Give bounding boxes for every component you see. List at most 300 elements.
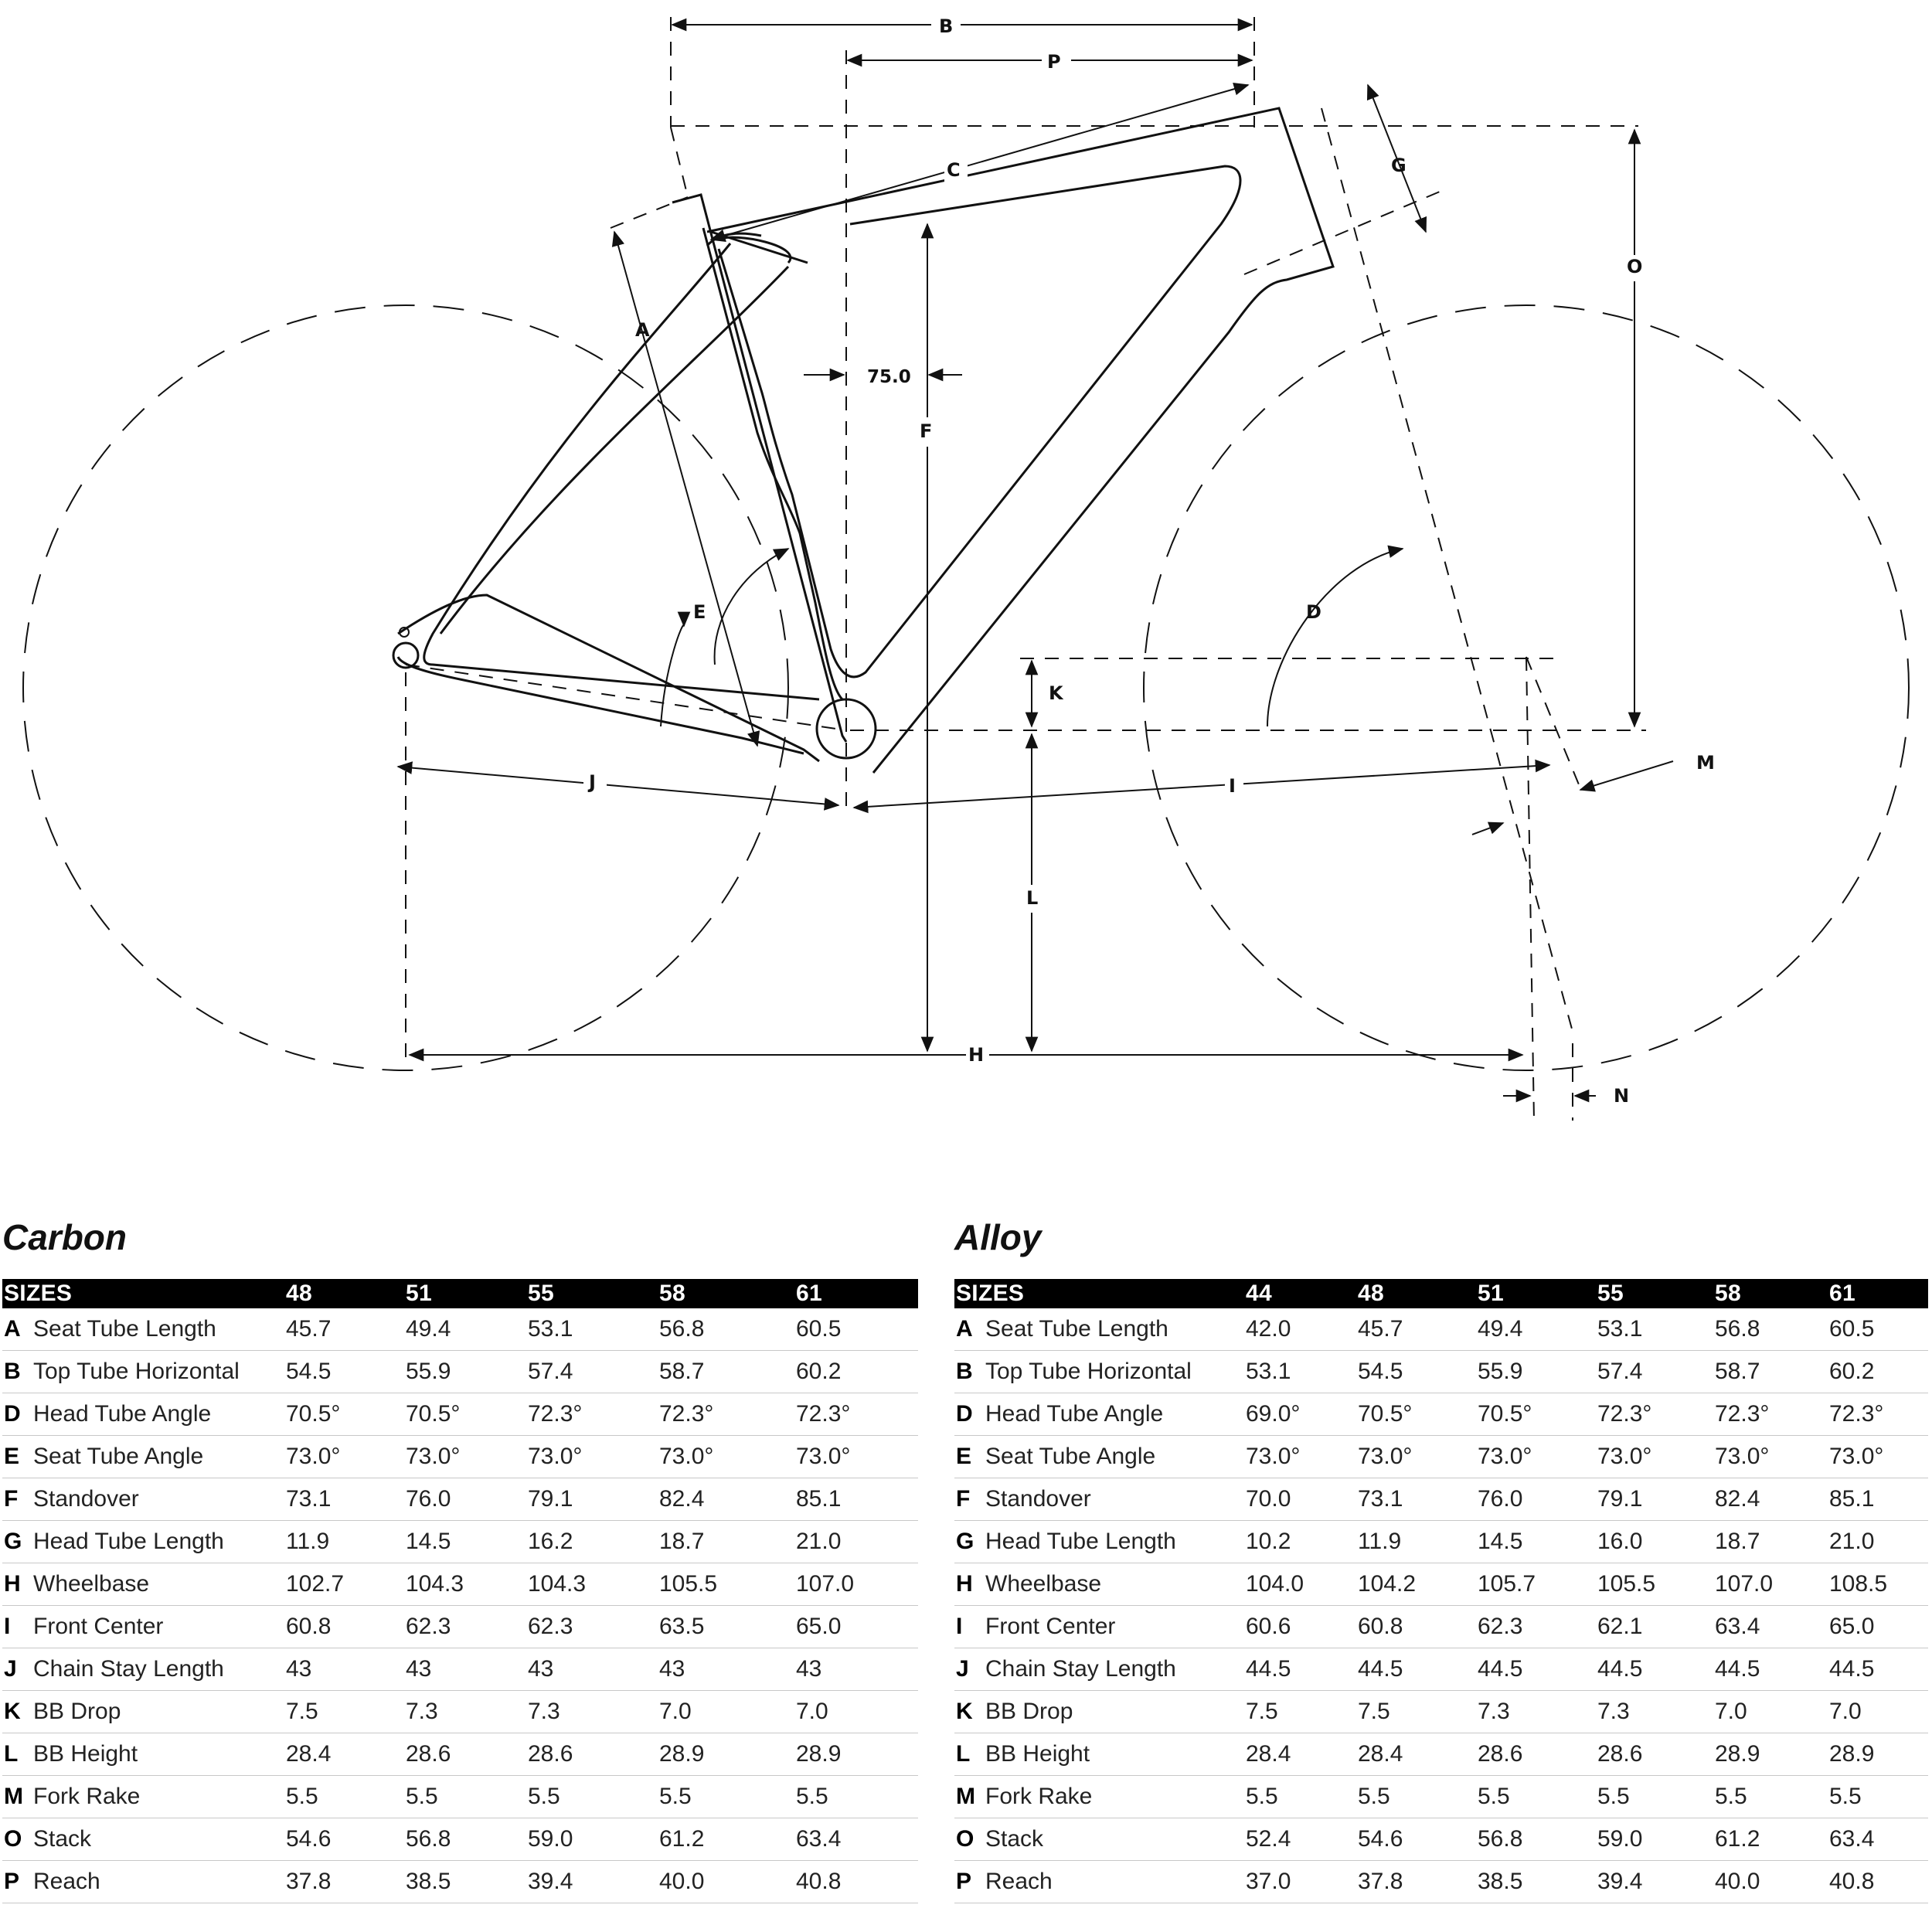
dimension-value: 104.3: [526, 1563, 658, 1606]
dimension-label-cell: [954, 1733, 1244, 1776]
header-size: 51: [1476, 1279, 1596, 1308]
dimension-arrows: [398, 25, 1673, 1096]
dimension-value: 54.5: [1356, 1351, 1476, 1393]
dimension-value: 5.5: [284, 1776, 404, 1818]
dimension-code: L: [4, 1741, 19, 1767]
dimension-value: 73.1: [284, 1478, 404, 1521]
dimension-name: Head Tube Length: [33, 1529, 224, 1554]
header-sizes: SIZES: [954, 1279, 1244, 1308]
dimension-name: Wheelbase: [985, 1571, 1102, 1597]
dimension-value: 53.1: [526, 1308, 658, 1351]
table-row: [954, 1818, 1928, 1861]
dimension-label-cell: [2, 1393, 284, 1436]
carbon-title: Carbon: [2, 1217, 127, 1257]
dimension-value: 63.5: [658, 1606, 794, 1648]
dimension-value: 28.9: [794, 1733, 918, 1776]
dimension-label-cell: [2, 1606, 284, 1648]
dimension-value: 73.0°: [404, 1436, 526, 1478]
dimension-value: 105.5: [658, 1563, 794, 1606]
dimension-value: 79.1: [1596, 1478, 1713, 1521]
label-G: G: [1391, 155, 1406, 176]
dimension-value: 7.5: [1244, 1691, 1356, 1733]
label-N: N: [1614, 1085, 1630, 1107]
dimension-value: 7.3: [404, 1691, 526, 1733]
dimension-label-cell: [2, 1351, 284, 1393]
dimension-code: I: [956, 1614, 963, 1639]
dimension-value: 7.5: [284, 1691, 404, 1733]
table-row: [2, 1351, 918, 1393]
dimension-code: H: [956, 1571, 973, 1597]
header-size: 55: [526, 1279, 658, 1308]
label-A: A: [635, 319, 650, 341]
dimension-value: 60.6: [1244, 1606, 1356, 1648]
dimension-name: Head Tube Length: [985, 1529, 1176, 1554]
dimension-value: 108.5: [1828, 1563, 1928, 1606]
dimension-name: Reach: [33, 1869, 100, 1894]
dimension-value: 43: [526, 1648, 658, 1691]
table-row: [2, 1691, 918, 1733]
table-header-row: [954, 1279, 1928, 1308]
dimension-value: 52.4: [1244, 1818, 1356, 1861]
bike-frame: [398, 108, 1333, 773]
dimension-value: 104.0: [1244, 1563, 1356, 1606]
dimension-value: 60.2: [1828, 1351, 1928, 1393]
table-row: [2, 1436, 918, 1478]
dimension-code: B: [4, 1359, 21, 1384]
dimension-name: BB Drop: [33, 1699, 121, 1724]
dimension-value: 107.0: [1713, 1563, 1828, 1606]
dimension-value: 58.7: [1713, 1351, 1828, 1393]
dimension-value: 40.8: [794, 1861, 918, 1903]
dimension-label-cell: [2, 1691, 284, 1733]
dimension-value: 5.5: [1476, 1776, 1596, 1818]
seat-angle-callout: 75.0: [867, 367, 911, 387]
dimension-value: 10.2: [1244, 1521, 1356, 1563]
dimension-value: 44.5: [1476, 1648, 1596, 1691]
dimension-label-cell: [954, 1818, 1244, 1861]
dimension-value: 40.8: [1828, 1861, 1928, 1903]
dimension-code: O: [4, 1826, 22, 1852]
dimension-value: 73.1: [1356, 1478, 1476, 1521]
dimension-name: Chain Stay Length: [985, 1656, 1176, 1682]
dimension-value: 18.7: [658, 1521, 794, 1563]
header-size: 61: [1828, 1279, 1928, 1308]
dimension-value: 21.0: [794, 1521, 918, 1563]
label-K: K: [1049, 682, 1063, 704]
table-row: [2, 1478, 918, 1521]
dimension-code: M: [4, 1784, 23, 1809]
label-J: J: [589, 771, 596, 793]
dimension-value: 79.1: [526, 1478, 658, 1521]
dimension-value: 73.0°: [794, 1436, 918, 1478]
dimension-value: 105.7: [1476, 1563, 1596, 1606]
header-size: 58: [658, 1279, 794, 1308]
dimension-value: 55.9: [404, 1351, 526, 1393]
dimension-value: 54.6: [284, 1818, 404, 1861]
dimension-code: B: [956, 1359, 973, 1384]
dimension-name: Standover: [985, 1486, 1091, 1512]
dimension-value: 5.5: [1713, 1776, 1828, 1818]
dimension-value: 65.0: [794, 1606, 918, 1648]
dimension-value: 57.4: [526, 1351, 658, 1393]
dimension-value: 14.5: [404, 1521, 526, 1563]
table-row: [954, 1393, 1928, 1436]
dimension-value: 44.5: [1713, 1648, 1828, 1691]
dimension-value: 28.9: [1828, 1733, 1928, 1776]
table-row: [954, 1563, 1928, 1606]
dimension-value: 5.5: [1596, 1776, 1713, 1818]
dimension-name: Reach: [985, 1869, 1053, 1894]
table-row: [954, 1478, 1928, 1521]
table-row: [2, 1648, 918, 1691]
header-size: 51: [404, 1279, 526, 1308]
dimension-value: 44.5: [1828, 1648, 1928, 1691]
dimension-value: 70.0: [1244, 1478, 1356, 1521]
dimension-value: 28.4: [1244, 1733, 1356, 1776]
dimension-value: 60.5: [1828, 1308, 1928, 1351]
dimension-value: 56.8: [1713, 1308, 1828, 1351]
dimension-value: 62.3: [404, 1606, 526, 1648]
header-size: 55: [1596, 1279, 1713, 1308]
dimension-code: G: [956, 1529, 975, 1554]
dimension-value: 7.0: [1828, 1691, 1928, 1733]
dimension-value: 7.3: [1476, 1691, 1596, 1733]
dimension-name: Fork Rake: [985, 1784, 1093, 1809]
dimension-value: 44.5: [1244, 1648, 1356, 1691]
dimension-value: 11.9: [1356, 1521, 1476, 1563]
dimension-value: 73.0°: [1828, 1436, 1928, 1478]
dimension-name: Head Tube Angle: [33, 1401, 212, 1427]
dimension-label-cell: [954, 1478, 1244, 1521]
dimension-value: 76.0: [1476, 1478, 1596, 1521]
label-E: E: [693, 601, 706, 623]
dimension-value: 70.5°: [404, 1393, 526, 1436]
dimension-value: 28.9: [1713, 1733, 1828, 1776]
dimension-value: 61.2: [658, 1818, 794, 1861]
dimension-code: I: [4, 1614, 11, 1639]
dimension-value: 73.0°: [284, 1436, 404, 1478]
dimension-code: J: [4, 1656, 17, 1682]
table-row: [2, 1818, 918, 1861]
label-L: L: [1026, 887, 1039, 909]
dimension-code: E: [4, 1444, 20, 1469]
dimension-value: 59.0: [1596, 1818, 1713, 1861]
dimension-value: 63.4: [1828, 1818, 1928, 1861]
dimension-value: 43: [658, 1648, 794, 1691]
dimension-label-cell: [2, 1563, 284, 1606]
dimension-value: 72.3°: [1596, 1393, 1713, 1436]
dimension-name: Seat Tube Angle: [985, 1444, 1156, 1469]
table-row: [2, 1776, 918, 1818]
dimension-value: 82.4: [658, 1478, 794, 1521]
dimension-value: 70.5°: [284, 1393, 404, 1436]
dimension-label-cell: [954, 1436, 1244, 1478]
dimension-value: 45.7: [1356, 1308, 1476, 1351]
dimension-label-cell: [2, 1521, 284, 1563]
dimension-name: Front Center: [33, 1614, 164, 1639]
dimension-value: 7.0: [794, 1691, 918, 1733]
dimension-name: Standover: [33, 1486, 139, 1512]
dimension-value: 5.5: [794, 1776, 918, 1818]
dimension-value: 72.3°: [1713, 1393, 1828, 1436]
alloy-geometry-table: [954, 1279, 1928, 1903]
label-C: C: [947, 159, 961, 181]
dimension-label-cell: [954, 1393, 1244, 1436]
dimension-value: 53.1: [1244, 1351, 1356, 1393]
dimension-value: 60.2: [794, 1351, 918, 1393]
dimension-value: 58.7: [658, 1351, 794, 1393]
dimension-value: 56.8: [404, 1818, 526, 1861]
dimension-label-cell: [954, 1691, 1244, 1733]
table-row: [954, 1606, 1928, 1648]
dimension-label-cell: [2, 1733, 284, 1776]
dimension-value: 37.8: [1356, 1861, 1476, 1903]
dimension-value: 73.0°: [658, 1436, 794, 1478]
label-M: M: [1696, 752, 1715, 774]
dimension-value: 7.3: [526, 1691, 658, 1733]
dimension-value: 28.4: [1356, 1733, 1476, 1776]
label-P: P: [1047, 51, 1061, 73]
dimension-value: 43: [794, 1648, 918, 1691]
dimension-name: Seat Tube Length: [33, 1316, 216, 1342]
dimension-code: O: [956, 1826, 975, 1852]
header-sizes: SIZES: [2, 1279, 284, 1308]
dimension-value: 60.5: [794, 1308, 918, 1351]
label-O: O: [1627, 256, 1643, 277]
dimension-value: 55.9: [1476, 1351, 1596, 1393]
dimension-label-cell: [954, 1776, 1244, 1818]
dimension-value: 37.8: [284, 1861, 404, 1903]
dimension-value: 43: [404, 1648, 526, 1691]
dimension-value: 61.2: [1713, 1818, 1828, 1861]
table-row: [954, 1733, 1928, 1776]
dimension-code: K: [956, 1699, 973, 1724]
table-row: [2, 1563, 918, 1606]
dimension-name: BB Height: [33, 1741, 138, 1767]
table-row: [954, 1351, 1928, 1393]
dimension-value: 28.9: [658, 1733, 794, 1776]
dimension-value: 56.8: [1476, 1818, 1596, 1861]
dimension-label-cell: [2, 1478, 284, 1521]
dimension-value: 28.4: [284, 1733, 404, 1776]
dimension-code: M: [956, 1784, 975, 1809]
dimension-value: 76.0: [404, 1478, 526, 1521]
dimension-value: 38.5: [1476, 1861, 1596, 1903]
label-B: B: [939, 15, 954, 37]
table-header-row: [2, 1279, 918, 1308]
dimension-label-cell: [954, 1606, 1244, 1648]
dimension-label-cell: [954, 1308, 1244, 1351]
carbon-geometry-table: [2, 1279, 918, 1903]
dimension-value: 104.2: [1356, 1563, 1476, 1606]
dimension-value: 16.2: [526, 1521, 658, 1563]
dimension-label-cell: [2, 1776, 284, 1818]
dimension-code: A: [4, 1316, 21, 1342]
dimension-value: 59.0: [526, 1818, 658, 1861]
dimension-value: 28.6: [1596, 1733, 1713, 1776]
header-size: 48: [1356, 1279, 1476, 1308]
dimension-code: D: [956, 1401, 973, 1427]
dimension-value: 102.7: [284, 1563, 404, 1606]
dimension-name: Seat Tube Length: [985, 1316, 1168, 1342]
dimension-name: Fork Rake: [33, 1784, 141, 1809]
dimension-value: 57.4: [1596, 1351, 1713, 1393]
header-size: 44: [1244, 1279, 1356, 1308]
dimension-value: 53.1: [1596, 1308, 1713, 1351]
dimension-value: 5.5: [526, 1776, 658, 1818]
dimension-value: 72.3°: [658, 1393, 794, 1436]
table-row: [954, 1861, 1928, 1903]
dimension-value: 5.5: [1828, 1776, 1928, 1818]
dimension-value: 14.5: [1476, 1521, 1596, 1563]
dimension-value: 16.0: [1596, 1521, 1713, 1563]
dimension-name: Wheelbase: [33, 1571, 150, 1597]
dimension-value: 73.0°: [1476, 1436, 1596, 1478]
dimension-value: 60.8: [284, 1606, 404, 1648]
label-H: H: [968, 1044, 985, 1066]
dimension-value: 18.7: [1713, 1521, 1828, 1563]
dimension-label-cell: [954, 1861, 1244, 1903]
label-I: I: [1229, 775, 1236, 797]
dimension-value: 7.3: [1596, 1691, 1713, 1733]
dimension-value: 70.5°: [1476, 1393, 1596, 1436]
dimension-value: 62.3: [1476, 1606, 1596, 1648]
dimension-label-cell: [954, 1563, 1244, 1606]
alloy-geometry-section: [954, 1217, 1928, 1903]
dimension-value: 54.5: [284, 1351, 404, 1393]
dimension-value: 42.0: [1244, 1308, 1356, 1351]
dimension-name: Top Tube Horizontal: [985, 1359, 1192, 1384]
dimension-value: 5.5: [658, 1776, 794, 1818]
dimension-value: 72.3°: [794, 1393, 918, 1436]
dimension-label-cell: [954, 1521, 1244, 1563]
dimension-value: 38.5: [404, 1861, 526, 1903]
dimension-code: A: [956, 1316, 973, 1342]
dimension-label-cell: [2, 1308, 284, 1351]
dimension-value: 56.8: [658, 1308, 794, 1351]
dimension-value: 7.5: [1356, 1691, 1476, 1733]
dimension-value: 28.6: [404, 1733, 526, 1776]
dimension-name: Stack: [985, 1826, 1044, 1852]
dimension-value: 28.6: [1476, 1733, 1596, 1776]
dimension-value: 62.1: [1596, 1606, 1713, 1648]
dimension-name: Front Center: [985, 1614, 1116, 1639]
dimension-name: Seat Tube Angle: [33, 1444, 204, 1469]
dimension-value: 40.0: [1713, 1861, 1828, 1903]
table-row: [954, 1648, 1928, 1691]
dimension-value: 73.0°: [1596, 1436, 1713, 1478]
dimension-code: H: [4, 1571, 21, 1597]
table-row: [954, 1308, 1928, 1351]
dimension-value: 70.5°: [1356, 1393, 1476, 1436]
dimension-code: P: [956, 1869, 972, 1894]
dimension-label-cell: [954, 1351, 1244, 1393]
dimension-value: 44.5: [1596, 1648, 1713, 1691]
dimension-value: 28.6: [526, 1733, 658, 1776]
dimension-value: 69.0°: [1244, 1393, 1356, 1436]
dimension-code: F: [4, 1486, 19, 1512]
table-row: [2, 1521, 918, 1563]
dimension-code: L: [956, 1741, 971, 1767]
dimension-name: Head Tube Angle: [985, 1401, 1164, 1427]
dimension-value: 43: [284, 1648, 404, 1691]
table-row: [954, 1776, 1928, 1818]
dimension-value: 60.8: [1356, 1606, 1476, 1648]
carbon-geometry-section: [2, 1217, 918, 1903]
dimension-value: 85.1: [1828, 1478, 1928, 1521]
dimension-label-cell: [2, 1436, 284, 1478]
dimension-value: 85.1: [794, 1478, 918, 1521]
dimension-value: 40.0: [658, 1861, 794, 1903]
label-F: F: [920, 420, 933, 442]
dimension-value: 39.4: [526, 1861, 658, 1903]
dimension-name: Top Tube Horizontal: [33, 1359, 240, 1384]
dimension-value: 54.6: [1356, 1818, 1476, 1861]
table-row: [2, 1308, 918, 1351]
table-row: [954, 1436, 1928, 1478]
dimension-name: BB Drop: [985, 1699, 1073, 1724]
header-size: 61: [794, 1279, 918, 1308]
dimension-value: 104.3: [404, 1563, 526, 1606]
dimension-value: 45.7: [284, 1308, 404, 1351]
dimension-value: 72.3°: [1828, 1393, 1928, 1436]
dimension-label-cell: [2, 1861, 284, 1903]
table-row: [954, 1521, 1928, 1563]
dimension-value: 5.5: [1356, 1776, 1476, 1818]
dimension-code: D: [4, 1401, 21, 1427]
dimension-label-cell: [954, 1648, 1244, 1691]
dimension-value: 82.4: [1713, 1478, 1828, 1521]
dimension-value: 5.5: [1244, 1776, 1356, 1818]
dimension-value: 49.4: [404, 1308, 526, 1351]
dimension-value: 73.0°: [1356, 1436, 1476, 1478]
dimension-code: P: [4, 1869, 20, 1894]
table-row: [2, 1393, 918, 1436]
dimension-value: 73.0°: [1244, 1436, 1356, 1478]
dimension-value: 7.0: [658, 1691, 794, 1733]
dimension-value: 5.5: [404, 1776, 526, 1818]
dimension-code: G: [4, 1529, 22, 1554]
dimension-value: 39.4: [1596, 1861, 1713, 1903]
dimension-name: BB Height: [985, 1741, 1090, 1767]
dimension-value: 65.0: [1828, 1606, 1928, 1648]
reference-lines: [406, 17, 1646, 1121]
dimension-name: Chain Stay Length: [33, 1656, 224, 1682]
dimension-code: K: [4, 1699, 21, 1724]
dimension-value: 107.0: [794, 1563, 918, 1606]
label-D: D: [1306, 601, 1321, 623]
dimension-value: 7.0: [1713, 1691, 1828, 1733]
table-row: [2, 1861, 918, 1903]
dimension-value: 49.4: [1476, 1308, 1596, 1351]
dimension-value: 73.0°: [1713, 1436, 1828, 1478]
dimension-value: 72.3°: [526, 1393, 658, 1436]
dimension-label-cell: [2, 1648, 284, 1691]
dimension-value: 21.0: [1828, 1521, 1928, 1563]
dimension-value: 44.5: [1356, 1648, 1476, 1691]
alloy-title: Alloy: [954, 1217, 1042, 1257]
dimension-label-cell: [2, 1818, 284, 1861]
dimension-code: J: [956, 1656, 969, 1682]
dimension-value: 62.3: [526, 1606, 658, 1648]
dimension-code: F: [956, 1486, 971, 1512]
table-row: [2, 1733, 918, 1776]
dimension-value: 63.4: [1713, 1606, 1828, 1648]
header-size: 58: [1713, 1279, 1828, 1308]
dimension-value: 73.0°: [526, 1436, 658, 1478]
header-size: 48: [284, 1279, 404, 1308]
dimension-value: 11.9: [284, 1521, 404, 1563]
